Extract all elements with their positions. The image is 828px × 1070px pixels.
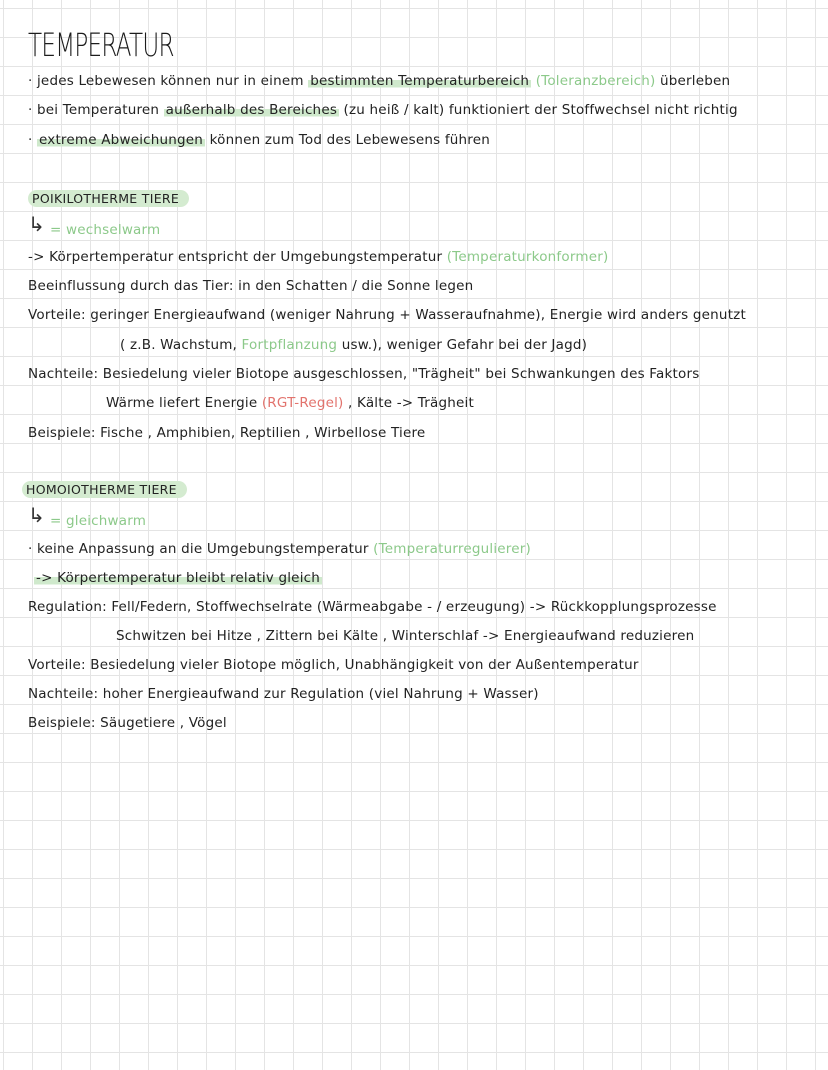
homo-line-7: Beispiele: Säugetiere , Vögel	[28, 715, 227, 731]
poik-sub: = wechselwarm	[50, 222, 161, 238]
page-title: TEMPERATUR	[28, 26, 174, 64]
homo-line-1: · keine Anpassung an die Umgebungstemperatur (Temperaturregulierer)	[28, 541, 531, 557]
homo-line-6: Nachteile: hoher Energieaufwand zur Regulation (viel Nahrung + Wasser)	[28, 686, 539, 702]
poik-line-3: Vorteile: geringer Energieaufwand (weniger Nahrung + Wasseraufnahme), Energie wird anders genutzt	[28, 307, 746, 323]
poik-line-1: -> Körpertemperatur entspricht der Umgebungstemperatur (Temperaturkonformer)	[28, 249, 609, 265]
poik-line-6: Wärme liefert Energie (RGT-Regel) , Kälte -> Trägheit	[106, 395, 474, 411]
homo-heading: HOMOIOTHERME TIERE	[22, 481, 187, 498]
sub-arrow-icon: ↳	[28, 212, 45, 236]
poik-heading: POIKILOTHERME TIERE	[28, 190, 189, 207]
sub-arrow-icon: ↳	[28, 503, 45, 527]
homo-line-3: Regulation: Fell/Federn, Stoffwechselrate (Wärmeabgabe - / erzeugung) -> Rückkopplungsprozesse	[28, 599, 717, 615]
poik-line-7: Beispiele: Fische , Amphibien, Reptilien , Wirbellose Tiere	[28, 425, 426, 441]
intro-line-3: · extreme Abweichungen können zum Tod des Lebewesens führen	[28, 132, 490, 148]
homo-line-2: -> Körpertemperatur bleibt relativ gleich	[36, 570, 321, 586]
poik-line-5: Nachteile: Besiedelung vieler Biotope ausgeschlossen, "Trägheit" bei Schwankungen des Faktors	[28, 366, 700, 382]
intro-line-1: · jedes Lebewesen können nur in einem bestimmten Temperaturbereich (Toleranzbereich) überleben	[28, 73, 731, 89]
homo-line-5: Vorteile: Besiedelung vieler Biotope möglich, Unabhängigkeit von der Außentemperatur	[28, 657, 639, 673]
poik-line-2: Beeinflussung durch das Tier: in den Schatten / die Sonne legen	[28, 278, 474, 294]
homo-sub: = gleichwarm	[50, 513, 147, 529]
homo-line-4: Schwitzen bei Hitze , Zittern bei Kälte , Winterschlaf -> Energieaufwand reduzieren	[116, 628, 695, 644]
poik-line-4: ( z.B. Wachstum, Fortpflanzung usw.), weniger Gefahr bei der Jagd)	[120, 337, 588, 353]
intro-line-2: · bei Temperaturen außerhalb des Bereiches (zu heiß / kalt) funktioniert der Stoffwechsel nicht richtig	[28, 102, 738, 118]
